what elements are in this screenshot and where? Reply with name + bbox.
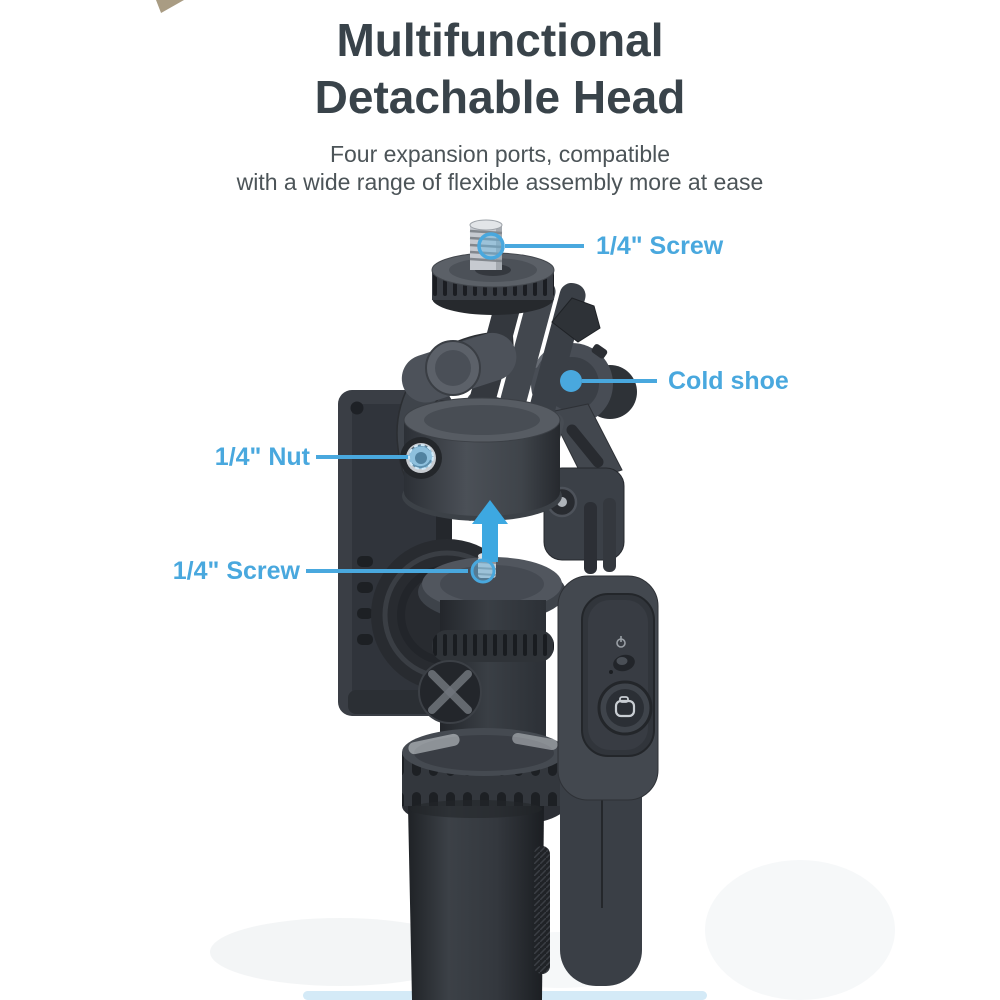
callout-label-top-screw: 1/4" Screw xyxy=(596,232,724,260)
grip-texture-strip xyxy=(534,846,550,974)
remote-shutter-button[interactable] xyxy=(599,682,651,734)
subtitle-line-2: with a wide range of flexible assembly more at ease xyxy=(236,169,764,195)
pivot-cap-inner xyxy=(435,350,471,386)
handle-column xyxy=(408,800,544,1000)
remote-holder xyxy=(558,576,658,800)
background-reflections xyxy=(210,860,895,1000)
title-line-2: Detachable Head xyxy=(314,71,686,123)
subtitle-line-1: Four expansion ports, compatible xyxy=(329,141,671,167)
callout-label-bottom-screw: 1/4" Screw xyxy=(172,557,300,585)
callout-label-quarter-nut: 1/4" Nut xyxy=(214,443,310,471)
callout-label-cold-shoe: Cold shoe xyxy=(668,367,789,395)
title-line-1: Multifunctional xyxy=(336,14,664,66)
callout-screw-top xyxy=(479,234,584,258)
